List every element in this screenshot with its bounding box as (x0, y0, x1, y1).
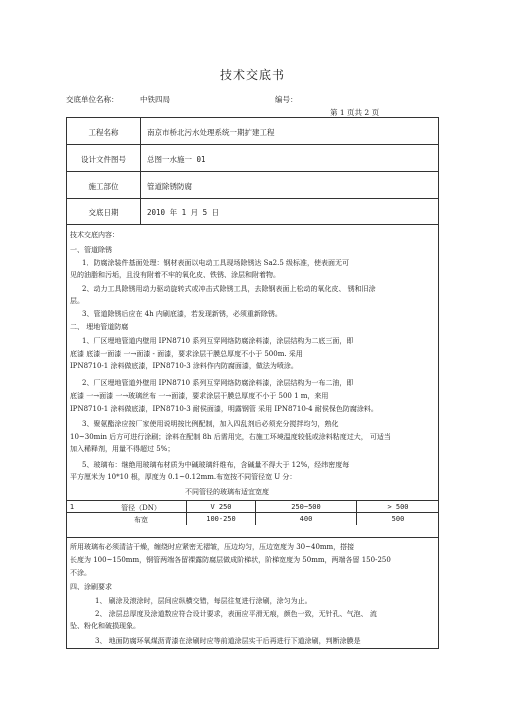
content-line: IPN8710-1 涂料做底漆，IPN8710-3 耐侯面漆，明露钢管 采用 IPN8710-4 耐侯保色防腐涂料。 (70, 405, 378, 413)
content-line: 3、聚氨酯涂应按厂家使用说明按比例配制，加入四乱剂后必须充分搅拌均匀，熟化 (82, 420, 339, 428)
unit-label: 交底单位名称： (66, 95, 119, 104)
table-rule (66, 500, 439, 501)
content-line: 5、玻璃布：继绝用玻璃布材质为中碱玻璃纤维布，含碱量不得大于 12%，经纬密度每 (82, 461, 350, 469)
content-line: 见的油脂和污垢，且没有附着不牢的氧化皮、铁锈、涂层和附着物。 (70, 271, 280, 279)
header-table (66, 117, 439, 225)
content-line: 长度为 100~150mm，钢管两端各留裸露防腐层做成阶梯状，阶梯宽度为 50mm，两端各留 150-250 (70, 556, 391, 564)
content-line: 1、 刷涂及滚涂时，层间应纵横交错，每层往复进行涂刷，涂匀为止。 (95, 597, 312, 605)
table-header-cell: 管径（DN） (121, 504, 161, 512)
content-line: 底漆 底漆一面漆 一→面漆 - 面漆，要求涂层干膜总厚度不小于 500m. 采用 (70, 350, 303, 358)
content-line: 2、厂区埋地管道外壁用 IPN8710 系列互穿网络防腐涂料漆，涂层结构为一布二油，即 (82, 379, 354, 387)
row-label: 设计文件图号 (81, 155, 126, 164)
content-line: 坠、粉化和破损现象。 (70, 622, 140, 630)
table-header-cell: V 250 (210, 503, 232, 511)
content-line: 10~30min 后方可进行涂刷；涂料在配制 8h 后需用完，右施工环境温度较低或涂料粘度过大， 可适当 (70, 433, 391, 441)
header-row-drawing (67, 145, 438, 172)
content-line: 所用玻璃布必须清洁干燥，缠绕时应紧密无褶皱，压边均匀，压边宽度为 30~40mm，搭接 (70, 543, 355, 551)
content-line: 3、 地面防腐环氧煤沥青漆在涂刷时应等前道涂层实干后再进行下道涂刷，判断涂膜是 (95, 637, 361, 645)
content-line: 平方厘米为 10*10 根，厚度为 0.1~0.12mm.布宽按不同管径宽 U 分： (70, 473, 297, 481)
content-line: 1、厂区埋地管道内壁用 IPN8710 系列互穿网络防腐涂料漆，涂层结构为二底三面，即 (82, 337, 354, 345)
content-line: 四、涂刷要求 (70, 583, 112, 591)
table-cell: 500 (391, 515, 405, 523)
content-line: 3、管道除锈后应在 4h 内刷底漆，若发现新锈，必须重新除锈。 (82, 310, 282, 318)
row-label: 交底日期 (88, 208, 119, 217)
row-value: 2010 年 1 月 5 日 (147, 208, 220, 217)
header-row-project (67, 118, 438, 145)
table-cell: 100-250 (206, 515, 236, 523)
row-label: 工程名称 (88, 128, 119, 137)
row-value: 总图一水施一 01 (147, 155, 206, 164)
header-row-part (67, 172, 438, 199)
table-cell: 布宽 (134, 516, 148, 524)
row-value: 管道除锈防腐 (147, 182, 192, 191)
glass-cloth-table-caption: 不同管径的玻璃布适宜宽度 (185, 488, 269, 496)
table-col-divider (255, 500, 256, 525)
header-row-date (67, 199, 438, 224)
row-value: 南京市桥北污水处理系统一期扩建工程 (147, 128, 275, 137)
table-index: 1 (69, 503, 75, 511)
content-line: 层。 (70, 297, 84, 305)
unit-value: 中铁四局 (140, 95, 170, 104)
table-header-cell: 250~500 (291, 503, 321, 511)
content-line: 2、动力工具除锈用动力驱动旋转式或冲击式除锈工具，去除钢表面上松动的氧化皮、 锈和旧涂 (82, 285, 376, 293)
content-line: IPN8710-1 涂料做底漆，IPN8710-3 涂料作内防腐面漆，做法为喷涂。 (70, 362, 298, 370)
content-line: 一、管道除锈 (70, 246, 112, 254)
content-line: 不涂。 (70, 569, 91, 577)
content-line: 2、 涂层总厚度及涂道数应符合设计要求，表面应平滑无痕，颜色一致，无针孔、气泡、 流 (95, 610, 377, 618)
content-line: 二、 埋地管道防腐 (70, 323, 129, 331)
table-cell: 400 (299, 515, 313, 523)
content-line: 底漆 一→面漆 一→玻璃丝布 一→面漆，要求涂层干膜总厚度不小于 500 1 m，来用 (70, 392, 329, 400)
document-title: 技术交底书 (219, 68, 285, 82)
content-heading: 技术交底内容： (70, 231, 119, 239)
table-col-divider (186, 500, 187, 525)
content-frame-lower (66, 537, 439, 649)
page-info: 第 1 页共 2 页 (330, 108, 380, 117)
row-label: 施工部位 (88, 182, 119, 191)
table-header-cell: > 500 (387, 503, 409, 511)
table-col-divider (356, 500, 357, 525)
number-label: 编号： (275, 95, 298, 104)
content-line: 加入稀释剂，用量不得超过 5%； (70, 445, 175, 453)
content-line: 1．防腐涂装件基面处理：钢材表面以电动工具现场除锈达 Sa2.5 级标准，使表面无可 (82, 259, 350, 267)
